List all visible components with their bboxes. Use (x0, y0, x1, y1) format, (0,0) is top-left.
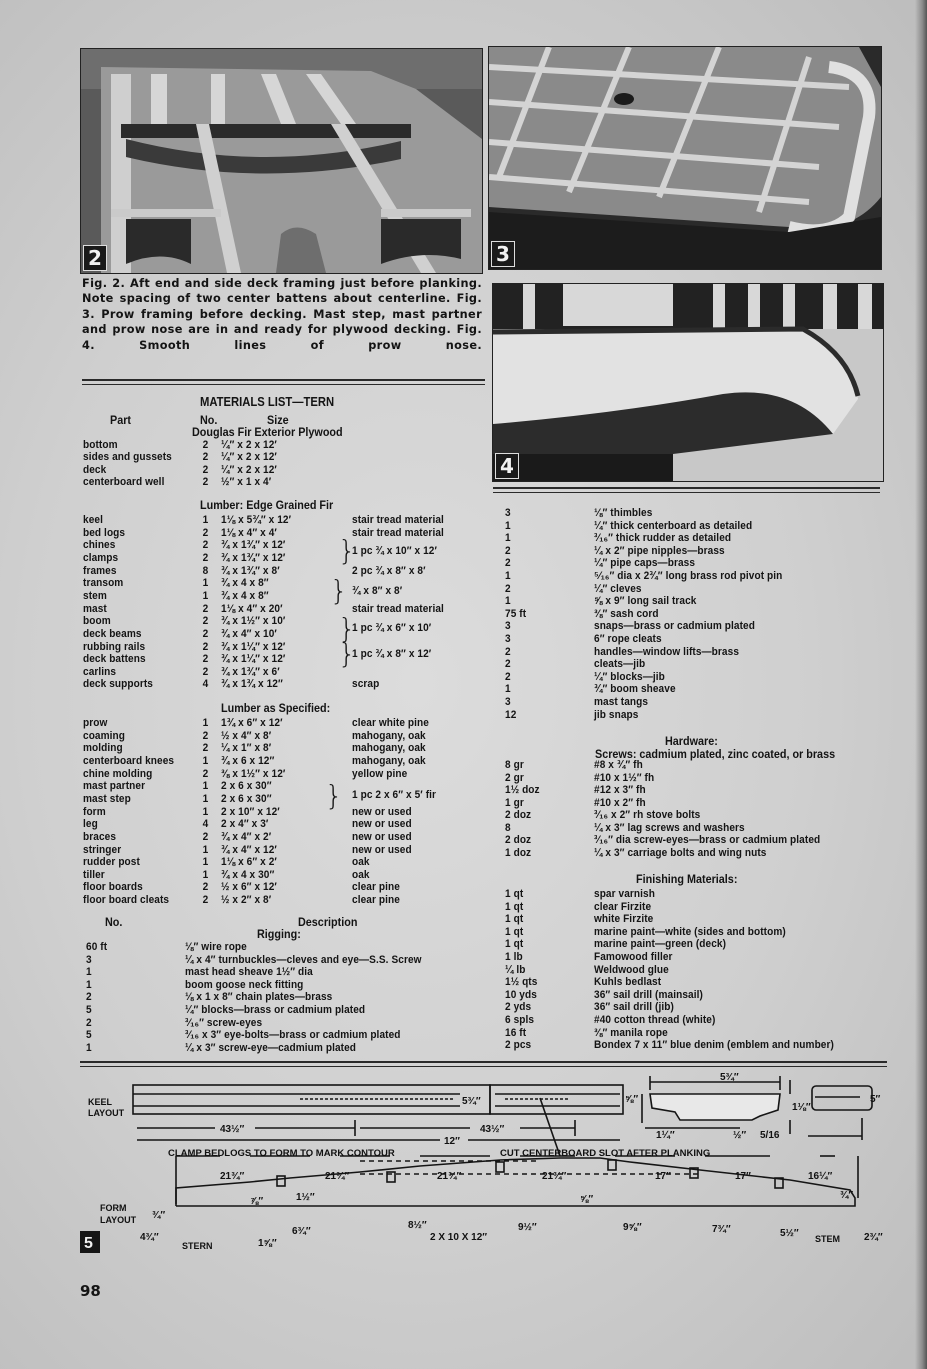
brace-rails-battens: } (338, 637, 356, 670)
form-spacing-4: 21¾″ (542, 1171, 567, 1182)
prow-nose-image (493, 284, 883, 481)
part-note: oak (352, 856, 370, 869)
item-qty: 3 (505, 620, 511, 633)
part-qty: 2 (202, 653, 209, 666)
item-description: clear Firzite (594, 900, 652, 913)
item-description: ⅛ x 1 x 8″ chain plates—brass (185, 991, 333, 1004)
item-description: white Firzite (594, 913, 654, 926)
part-size: 2 x 10″ x 12′ (221, 805, 280, 818)
part-name: mast step (83, 792, 131, 805)
part-qty: 2 (202, 476, 209, 489)
part-qty: 2 (202, 602, 209, 615)
item-qty: 1 qt (505, 913, 524, 926)
item-description: #10 x 2″ fh (594, 796, 646, 809)
notch-width-1: ⅞″ (250, 1196, 264, 1207)
part-size: 1⅛ x 4″ x 4′ (221, 526, 277, 539)
item-qty: 2 yds (505, 1001, 532, 1014)
item-qty: 1 gr (505, 796, 524, 809)
form-spacing-1: 21¾″ (220, 1171, 245, 1182)
item-description: ⅛″ thimbles (594, 507, 653, 519)
part-name: bed logs (83, 526, 126, 539)
part-qty: 4 (202, 818, 209, 831)
part-name: deck (83, 463, 107, 476)
item-qty: 1½ doz (505, 784, 540, 796)
prow-framing-image (489, 47, 881, 269)
item-qty: 3 (505, 633, 511, 645)
fig3-number: 3 (491, 241, 515, 267)
hardware-heading: Hardware: (665, 734, 718, 748)
part-size: 1⅛ x 5¾″ x 12′ (221, 514, 292, 526)
item-description: ¼ x 2″ pipe nipples—brass (594, 544, 725, 557)
rigging-header-description: Description (298, 915, 358, 929)
stern-height: 4¾″ (140, 1232, 159, 1243)
board-size: 2 X 10 X 12″ (430, 1232, 488, 1243)
part-note: mahogany, oak (352, 729, 426, 742)
part-name: rudder post (83, 856, 140, 869)
part-note: 2 pc ¾ x 8″ x 8′ (352, 564, 426, 577)
part-size: ¾ x 4 x 8″ (221, 577, 269, 590)
keel-label-2: LAYOUT (88, 1108, 125, 1118)
divider-bottom (80, 1061, 887, 1067)
part-name: centerboard well (83, 476, 165, 489)
part-size: ¾ x 1¾″ x 8′ (221, 564, 280, 577)
form-spacing-7: 16¼″ (808, 1171, 833, 1182)
item-qty: 1 qt (505, 938, 524, 951)
part-note: new or used (352, 818, 412, 831)
note-clamp-bedlogs: CLAMP BEDLOGS TO FORM TO MARK CONTOUR (168, 1148, 395, 1159)
part-size: ¼ x 1″ x 8′ (221, 742, 272, 755)
height-2: 8½″ (408, 1220, 427, 1231)
item-qty: 10 yds (505, 988, 537, 1001)
item-description: 36″ sail drill (mainsail) (594, 988, 703, 1001)
item-description: ¼ x 4″ turnbuckles—cleves and eye—S.S. Screw (185, 953, 422, 966)
part-note: mahogany, oak (352, 754, 426, 767)
item-description: mast tangs (594, 696, 649, 708)
part-note: yellow pine (352, 767, 408, 780)
item-description: ¼″ blocks—jib (594, 670, 665, 683)
part-size: ¾ x 1¼″ x 12′ (221, 653, 286, 666)
item-description: ¼ x 3″ screw-eye—cadmium plated (185, 1041, 357, 1054)
notch-depth: 1⅝″ (258, 1238, 277, 1249)
part-size: ¾ x 4″ x 12′ (221, 843, 277, 856)
part-size: ¾ x 1½″ x 10′ (221, 615, 286, 628)
part-name: braces (83, 830, 117, 843)
photo-fig3-prow-framing (488, 46, 882, 270)
part-qty: 2 (202, 830, 209, 843)
item-description: ³⁄₁₆″ dia screw-eyes—brass or cadmium plated (594, 834, 821, 846)
item-description: ⅜″ sash cord (594, 607, 659, 620)
part-qty: 2 (202, 551, 209, 564)
part-note: stair tread material (352, 526, 444, 539)
rigging-header-no: No. (105, 915, 123, 929)
part-size: ¼″ x 2 x 12′ (221, 463, 277, 476)
section-mid: ½″ (733, 1130, 747, 1141)
item-qty: 2 gr (505, 771, 524, 784)
part-qty: 2 (202, 451, 209, 464)
item-description: #12 x 3″ fh (594, 784, 646, 796)
part-size: ¾ x 4 x 30″ (221, 868, 275, 881)
stern-label: STERN (182, 1241, 213, 1251)
item-description: boom goose neck fitting (185, 978, 304, 991)
part-name: mast (83, 602, 107, 615)
part-qty: 2 (202, 463, 209, 476)
part-name: keel (83, 514, 103, 526)
section-width: 5¾″ (720, 1072, 739, 1083)
item-qty: 2 (505, 582, 511, 595)
item-description: Weldwood glue (594, 963, 669, 976)
item-description: mast head sheave 1½″ dia (185, 966, 313, 979)
form-label-2: LAYOUT (100, 1215, 137, 1225)
item-description: #10 x 1½″ fh (594, 771, 655, 784)
item-description: Famowood filler (594, 951, 673, 963)
keel-width-dim: 5¾″ (462, 1096, 481, 1107)
part-name: frames (83, 564, 117, 577)
part-name: deck battens (83, 653, 146, 666)
item-description: ¼ x 3″ lag screws and washers (594, 821, 745, 834)
stern-offset: ¾″ (152, 1210, 166, 1221)
finishing-heading: Finishing Materials: (636, 872, 738, 886)
item-qty: 1 (505, 683, 511, 696)
divider-left-top (82, 379, 485, 385)
item-qty: 1½ qts (505, 976, 538, 989)
part-qty: 1 (202, 856, 209, 869)
header-part: Part (110, 413, 132, 427)
part-size: ¾ x 1¾ x 12″ (221, 678, 283, 691)
part-name: transom (83, 577, 124, 590)
item-description: ¼″ blocks—brass or cadmium plated (185, 1004, 366, 1016)
part-size: 2 x 4″ x 3′ (221, 818, 269, 831)
keel-right-len: 43½″ (480, 1124, 505, 1135)
section-left: 1¼″ (656, 1130, 675, 1141)
fig5-layout-diagram (0, 1068, 927, 1288)
header-size: Size (267, 413, 289, 427)
item-description: 36″ sail drill (jib) (594, 1001, 674, 1014)
hardware-subheading: Screws: cadmium plated, zinc coated, or brass (595, 747, 836, 761)
item-qty: 2 (505, 645, 511, 658)
part-note: new or used (352, 830, 412, 843)
part-qty: 2 (202, 665, 209, 678)
part-size: ¼″ x 2 x 12′ (221, 451, 277, 464)
part-size: ½ x 4″ x 8′ (221, 729, 272, 742)
brace-mast-partner-step: } (325, 779, 343, 812)
item-description: spar varnish (594, 888, 655, 900)
part-note: clear white pine (352, 717, 429, 729)
part-name: floor board cleats (83, 894, 170, 907)
item-qty: 1 (505, 595, 511, 608)
part-note: clear pine (352, 894, 400, 907)
part-name: form (83, 805, 106, 818)
part-qty: 1 (202, 577, 209, 590)
part-qty: 1 (202, 843, 209, 856)
part-note: clear pine (352, 881, 400, 894)
page-number: 98 (80, 1282, 101, 1300)
part-size: 1⅛ x 4″ x 20′ (221, 602, 283, 615)
item-qty: 2 pcs (505, 1039, 532, 1052)
rigging-heading: Rigging: (257, 927, 301, 941)
specified-heading: Lumber as Specified: (221, 701, 331, 715)
item-qty: 2 (505, 658, 511, 671)
item-description: snaps—brass or cadmium plated (594, 620, 755, 633)
brace-chines-clamps: } (338, 534, 356, 567)
part-size: 1⅛ x 6″ x 2′ (221, 856, 277, 869)
part-size: 2 x 6 x 30″ (221, 792, 272, 805)
part-qty: 1 (202, 717, 209, 729)
stem-height: 2¾″ (864, 1232, 883, 1243)
height-4: 9⅝″ (623, 1222, 642, 1233)
item-qty: 2 doz (505, 834, 532, 846)
part-qty: 2 (202, 439, 209, 451)
part-note: stair tread material (352, 602, 444, 615)
part-qty: 1 (202, 589, 209, 602)
end-width: 5″ (870, 1094, 881, 1105)
part-name: boom (83, 615, 111, 628)
part-note: stair tread material (352, 514, 444, 526)
item-description: jib snaps (594, 708, 639, 721)
height-3: 9½″ (518, 1222, 537, 1233)
height-6: 5½″ (780, 1228, 799, 1239)
part-name: sides and gussets (83, 451, 172, 464)
item-description: marine paint—white (sides and bottom) (594, 925, 786, 938)
figure-caption: Fig. 2. Aft end and side deck framing just before planking. Note spacing of two center battens about centerline. Fig. 3. Prow framing before decking. Mast step, mast partner and prow nose are in and ready for plywood decking. Fig. 4. Smooth lines of prow nose. (82, 277, 482, 352)
item-description: ¼″ cleves (594, 582, 642, 595)
stem-label: STEM (815, 1234, 841, 1244)
part-name: centerboard knees (83, 754, 175, 767)
item-description: 6″ rope cleats (594, 633, 662, 645)
section-right: 5/16 (760, 1130, 780, 1141)
part-name: leg (83, 818, 98, 831)
part-name: bottom (83, 439, 118, 451)
fir-brace-note-4: 1 pc ¾ x 8″ x 12′ (352, 648, 432, 660)
item-description: ¼ x 3″ carriage bolts and wing nuts (594, 846, 767, 859)
divider-right-top (493, 487, 880, 493)
stem-offset: ¾″ (840, 1190, 854, 1201)
item-description: Bondex 7 x 11″ blue denim (emblem and number) (594, 1039, 834, 1052)
materials-title: MATERIALS LIST—TERN (200, 395, 335, 409)
part-name: deck supports (83, 678, 154, 691)
keel-label-1: KEEL (88, 1097, 113, 1107)
part-name: clamps (83, 551, 119, 564)
item-qty: 2 doz (505, 809, 532, 821)
item-description: marine paint—green (deck) (594, 938, 727, 951)
item-qty: 1 lb (505, 951, 523, 963)
part-name: molding (83, 742, 123, 755)
part-name: prow (83, 717, 108, 729)
item-qty: 2 (505, 557, 511, 570)
keel-left-len: 43½″ (220, 1124, 245, 1135)
part-size: ¾ x 4 x 8″ (221, 589, 269, 602)
part-size: ¾ x 1¼″ x 12′ (221, 640, 286, 653)
part-note: new or used (352, 843, 412, 856)
item-description: ⁵⁄₁₆″ dia x 2¾″ long brass rod pivot pin (594, 570, 783, 582)
part-qty: 1 (202, 792, 209, 805)
part-name: deck beams (83, 627, 142, 640)
item-qty: 1 qt (505, 888, 524, 900)
part-name: carlins (83, 665, 117, 678)
fig2-number: 2 (83, 245, 107, 271)
part-size: ½ x 6″ x 12′ (221, 881, 277, 894)
item-description: handles—window lifts—brass (594, 645, 740, 658)
item-description: ⅛″ wire rope (185, 941, 247, 953)
item-description: ³⁄₁₆ x 3″ eye-bolts—brass or cadmium plated (185, 1029, 401, 1042)
keel-total-len: 12″ (444, 1136, 460, 1147)
item-qty: 1 (505, 532, 511, 545)
part-note: new or used (352, 805, 412, 818)
item-description: #40 cotton thread (white) (594, 1014, 716, 1026)
item-qty: 2 (86, 1016, 92, 1029)
part-name: stringer (83, 843, 122, 856)
item-qty: 1 (505, 570, 511, 582)
section-depth-top: ⅝″ (625, 1094, 639, 1105)
part-size: ¾ x 1¾″ x 12′ (221, 551, 286, 564)
item-qty: 1 doz (505, 846, 532, 859)
item-qty: 2 (505, 544, 511, 557)
part-note: scrap (352, 678, 380, 691)
part-qty: 1 (202, 780, 209, 793)
aft-deck-framing-image (81, 49, 482, 273)
part-note: oak (352, 868, 370, 881)
notch-width-3: ⅝″ (580, 1194, 594, 1205)
part-name: tiller (83, 868, 105, 881)
section-depth: 1⅛″ (792, 1102, 811, 1113)
plywood-heading: Douglas Fir Exterior Plywood (192, 425, 343, 439)
part-qty: 2 (202, 767, 209, 780)
item-qty: 3 (505, 507, 511, 519)
item-qty: 1 (505, 519, 511, 532)
part-size: ¾ x 4″ x 2′ (221, 830, 272, 843)
part-qty: 1 (202, 805, 209, 818)
item-qty: 1 qt (505, 900, 524, 913)
part-size: ½″ x 1 x 4′ (221, 476, 272, 489)
item-description: ⅜″ manila rope (594, 1026, 668, 1039)
item-description: Kuhls bedlast (594, 976, 662, 989)
item-description: ³⁄₁₆″ screw-eyes (185, 1016, 263, 1029)
item-description: ¼″ thick centerboard as detailed (594, 519, 753, 532)
brace-transom-stem: } (330, 574, 348, 607)
part-name: stem (83, 589, 107, 602)
item-qty: 16 ft (505, 1026, 527, 1039)
fir-brace-note-3: 1 pc ¾ x 6″ x 10′ (352, 622, 432, 634)
item-qty: 3 (505, 696, 511, 708)
item-qty: 2 (505, 670, 511, 683)
note-cut-centerboard: CUT CENTERBOARD SLOT AFTER PLANKING (500, 1148, 711, 1159)
part-qty: 2 (202, 640, 209, 653)
fir-brace-note-2: ¾ x 8″ x 8′ (352, 585, 403, 597)
item-qty: 5 (86, 1029, 92, 1042)
part-size: 1¾ x 6″ x 12′ (221, 717, 283, 729)
item-qty: 3 (86, 953, 92, 966)
item-qty: 75 ft (505, 607, 527, 620)
item-qty: 6 spls (505, 1014, 535, 1026)
item-qty: 1 (86, 1041, 92, 1054)
photo-fig2-aft-deck-framing (80, 48, 483, 274)
specified-brace-note: 1 pc 2 x 6″ x 5′ fir (352, 789, 437, 801)
height-5: 7¾″ (712, 1224, 731, 1235)
item-qty: 8 gr (505, 759, 524, 771)
form-spacing-3: 21¾″ (437, 1171, 462, 1182)
part-name: rubbing rails (83, 640, 146, 653)
item-description: #8 x ¾″ fh (594, 759, 643, 771)
part-qty: 1 (202, 514, 209, 526)
part-qty: 8 (202, 564, 209, 577)
part-size: ¾ x 4″ x 10′ (221, 627, 277, 640)
part-qty: 2 (202, 742, 209, 755)
item-qty: 2 (86, 991, 92, 1004)
part-qty: 2 (202, 539, 209, 552)
item-description: ³⁄₁₆ x 2″ rh stove bolts (594, 809, 701, 821)
header-no: No. (200, 413, 218, 427)
item-qty: 1 (86, 978, 92, 991)
fig5-number: 5 (84, 1235, 93, 1252)
part-name: chine molding (83, 767, 153, 780)
notch-width-2: 1½″ (296, 1192, 315, 1203)
part-size: 2 x 6 x 30″ (221, 780, 272, 793)
item-description: ¾″ boom sheave (594, 683, 676, 696)
item-qty: ¼ lb (505, 963, 526, 976)
form-spacing-5: 17″ (655, 1171, 671, 1182)
part-qty: 2 (202, 729, 209, 742)
form-label-1: FORM (100, 1203, 127, 1213)
item-qty: 1 qt (505, 925, 524, 938)
part-qty: 2 (202, 627, 209, 640)
page-edge-shadow (915, 0, 927, 1369)
part-note: mahogany, oak (352, 742, 426, 755)
item-qty: 1 (86, 966, 92, 979)
photo-fig4-prow-nose (492, 283, 884, 482)
item-qty: 12 (505, 708, 517, 721)
part-qty: 2 (202, 526, 209, 539)
part-qty: 2 (202, 881, 209, 894)
part-qty: 1 (202, 868, 209, 881)
part-name: coaming (83, 729, 126, 742)
part-qty: 1 (202, 754, 209, 767)
item-qty: 8 (505, 821, 511, 834)
part-name: floor boards (83, 881, 143, 894)
item-description: cleats—jib (594, 658, 646, 671)
part-qty: 2 (202, 615, 209, 628)
form-spacing-6: 17″ (735, 1171, 751, 1182)
part-size: ¾ x 1¾″ x 6′ (221, 665, 280, 678)
item-description: ⅝ x 9″ long sail track (594, 595, 697, 608)
form-spacing-2: 21¾″ (325, 1171, 350, 1182)
item-description: ³⁄₁₆″ thick rudder as detailed (594, 532, 732, 545)
fir-heading: Lumber: Edge Grained Fir (200, 498, 334, 512)
part-size: ¾ x 6 x 12″ (221, 754, 275, 767)
part-size: ⅜ x 1½″ x 12′ (221, 767, 286, 780)
part-size: ½ x 2″ x 8′ (221, 894, 272, 907)
part-name: chines (83, 539, 116, 552)
item-qty: 5 (86, 1004, 92, 1016)
fig4-number: 4 (495, 453, 519, 479)
height-1: 6¾″ (292, 1226, 311, 1237)
part-qty: 2 (202, 894, 209, 907)
part-size: ¼″ x 2 x 12′ (221, 439, 277, 451)
item-description: ¼″ pipe caps—brass (594, 557, 696, 570)
part-name: mast partner (83, 780, 146, 793)
part-qty: 4 (202, 678, 209, 691)
fir-brace-note-1: 1 pc ¾ x 10″ x 12′ (352, 545, 437, 557)
part-size: ¾ x 1¾″ x 12′ (221, 539, 286, 552)
item-qty: 60 ft (86, 941, 108, 953)
brace-boom-beams: } (338, 612, 356, 645)
